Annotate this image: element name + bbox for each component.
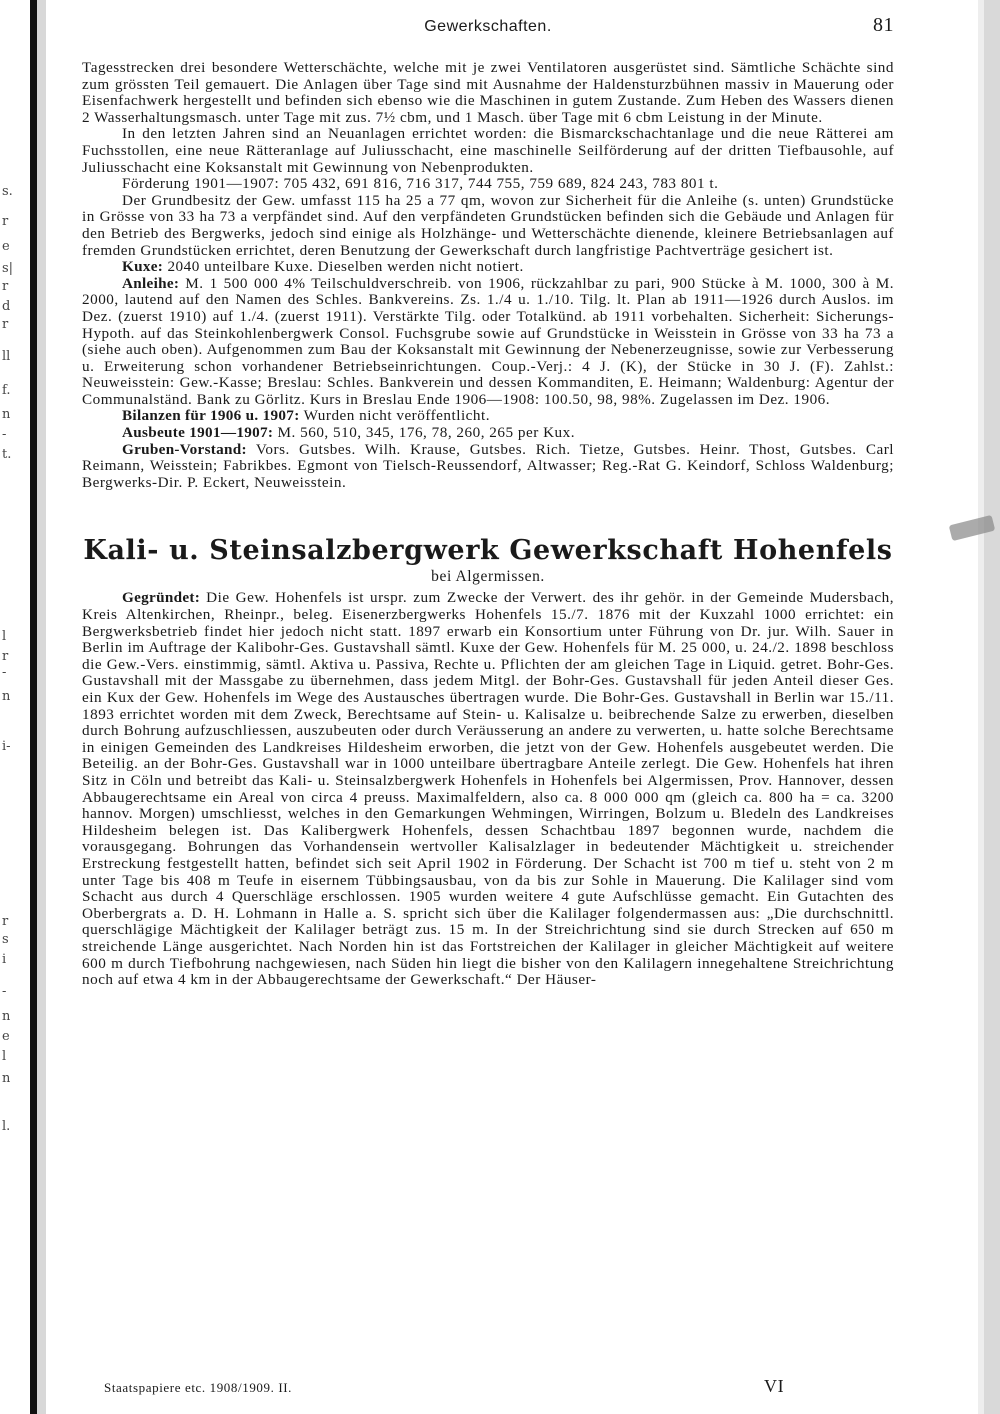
entry-ausbeute (82, 425, 894, 442)
entry-bilanzen (82, 408, 894, 425)
margin-glyph: s (2, 932, 9, 947)
entry-kuxe (82, 259, 894, 276)
margin-glyph: n (2, 1071, 11, 1086)
margin-glyph: n (2, 407, 11, 422)
entry-text: Die Gew. Hohenfels ist urspr. zum Zwecke der Verwert. des ihr gehör. in der Gemeinde Mudersbach, Kreis Altenkirchen, Rheinpr., beleg. Eisenerzbergwerks Hohenfels 15./7. 1876 mit der Kuxzahl 1000 errichtet: ein Bergwerksbetrieb findet hier jedoch nicht statt. 1897 erwarb ein Konsortium unter Führung von Dr. jur. Wilh. Sauer in Berlin im Auftrage der Kalibohr-Ges. Gustavshall sämtl. Kuxe der Gew. Hohenfels für M. 25 000, u. 24./2. 1898 beschloss die Gew.-Vers. einstimmig, sämtl. Aktiva u. Passiva, Rechte u. Pflichten der am gleichen Tage in Liquid. getret. Bohr-Ges. Gustavshall mit der Massgabe zu übernehmen, dass jedem Mitgl. der Bohr-Ges. Gustavshall für jeden Anteil dieser Ges. ein Kux der Gew. Hohenfels im Wege des Austausches übertragen wurde. Die Bohr-Ges. Gustavshall in Berlin war 15./11. 1893 errichtet worden mit dem Zweck, Berechtsame auf Stein- u. Kalisalze u. beibrechende Salze zu erwerben, dieselben durch Bohrung aufzuschliessen, auszubeuten oder durch Veräusserung an andere zu verwerten, u. hatte solche Berechtsame in einigen Gemeinden des Landkreises Hildesheim erworben, die jetzt von der Gew. Hohenfels ausgebeutet werden. Die Beteilig. an der Bohr-Ges. Gustavshall war in 1000 unteilbare übertragbare Anteile zerlegt. Die Gew. Hohenfels hat ihren Sitz in Cöln und betreibt das Kali- u. Steinsalzbergwerk Hohenfels in Hohenfels bei Algermissen, Prov. Hannover, dessen Abbaugerechtsame ein Areal von circa 4 preuss. Maximalfeldern, also ca. 8 000 000 qm (gleich ca. 800 ha = ca. 3200 hannov. Morgen) umschliesst, welches in den Gemarkungen Wehmingen, Wirringen, Bolzum u. Bledeln des Landkreises Hildesheim belegen ist. Das Kalibergwerk Hohenfels, dessen Schachtbau 1897 begonnen wurde, nachdem die vorausgegang. Bohrungen das Vorhandensein wertvoller Kalisalzlager in bedeutender Mächtigkeit u. streichender Erstreckung festgestellt hatten, befindet sich seit April 1902 in Förderung. Der Schacht ist 700 m tief u. steht von 2 m unter Tage bis 408 m Teufe in eisernem Tübbingsausbau, von da bis zur Sohle in Mauerung. Die Kalilager sind vom Schacht aus durch 4 Querschläge erschlossen. 1905 wurden weitere 4 gute Aufschlüsse gemacht. Ein Gutachten des Oberbergrats a. D. H. Lohmann in Halle a. S. spricht sich über die Kalilager folgendermassen aus: „Die durchschnittl. querschlägige Mächtigkeit der Kalilager beträgt zus. 15 m. In der Streichrichtung sind sie durch Strecken auf 650 m streichende Länge ausgerichtet. Nach Norden hin ist das Fortstreichen der Kalilager in gleicher Mächtigkeit auf weitere 600 m durch Tiefbohrung nachgewiesen, nach Süden hin liegt die bisher von den Kalilagern innegehaltene Streichrichtung noch auf etwa 4 km in der Abbaugerechtsame der Gewerkschaft.“ Der Häuser- (82, 589, 894, 989)
running-head (82, 10, 894, 42)
margin-glyph: l (2, 629, 7, 644)
paragraph: Der Grundbesitz der Gew. umfasst 115 ha 25 a 77 qm, wovon zur Sicherheit für die Anleihe (s. unten) Grundstücke in Grösse von 33 ha 73 a verpfändet sind. Auf den verpfändeten Grundstücken befinden sich die Gebäude und Anlagen für den Betrieb des Bergwerks, jedoch sind einige als Holzhänge- und Wetterschächte dienende, kleinere Betriebsanlagen auf fremden Grundstücken errichtet, deren Benutzung der Gewerkschaft durch langfristige Pachtverträge gesichert ist. (82, 191, 894, 259)
entry-gegruendet (82, 590, 894, 988)
binding-edge (0, 0, 46, 1414)
paragraph: In den letzten Jahren sind an Neuanlagen errichtet worden: die Bismarckschachtanlage und die neue Rätterei am Fuchsstollen, eine neue Rätteranlage auf Juliusschacht, eine maschinelle Seilförderung auf der dritten Tiefbausohle, auf Juliusschacht eine Koksanstalt mit Gewinnung von Nebenprodukten. (82, 125, 894, 176)
entry-label: Ausbeute 1901—1907: (122, 424, 274, 442)
margin-glyph: - (2, 665, 7, 680)
margin-glyph: r (2, 649, 9, 664)
margin-glyph: s| (2, 261, 14, 276)
margin-glyph: n (2, 1009, 11, 1024)
company-location: bei Algermissen. (431, 568, 545, 586)
entry-text: Wurden nicht veröffentlicht. (303, 407, 491, 425)
paragraph: Tagesstrecken drei besondere Wetterschächte, welche mit je zwei Ventilatoren ausgerüstet sind. Sämtliche Schächte sind zum grössten Teil gemauert. Die Anlagen über Tage sind mit Ausnahme der Haldensturzbühnen massiv in Mauerung oder Eisenfachwerk hergestellt und befinden sich ebenso wie die Maschinen in gutem Zustande. Zum Heben des Wassers dienen 2 Wasserhaltungsmasch. unter Tage mit zus. 7½ cbm, und 1 Masch. über Tage mit 6 cbm Leistung in der Minute. (82, 59, 894, 126)
margin-glyph: r (2, 914, 9, 929)
margin-glyph: d (2, 299, 11, 314)
entry-text: M. 560, 510, 345, 176, 78, 260, 265 per Kux. (277, 424, 576, 442)
margin-glyph: r (2, 317, 9, 332)
margin-glyph: r (2, 214, 9, 229)
margin-glyph: n (2, 689, 11, 704)
margin-glyph: e (2, 1029, 10, 1044)
running-title: Gewerkschaften. (424, 18, 552, 35)
entry-gruben-vorstand (82, 442, 894, 492)
entry-label: Gegründet: (122, 589, 201, 607)
document-page (82, 10, 894, 989)
margin-glyph: r (2, 279, 9, 294)
ink-smudge (949, 515, 996, 541)
page-right-edge (940, 0, 1000, 1414)
entry-anleihe (82, 276, 894, 409)
margin-glyph: i (2, 952, 7, 967)
footer-source: Staatspapiere etc. 1908/1909. II. (104, 1380, 293, 1395)
margin-glyph: l. (2, 1119, 11, 1134)
entry-label: Anleihe: (122, 274, 180, 292)
section-gewerkschaft-continuation (82, 60, 894, 491)
margin-glyph: ll (2, 349, 11, 364)
paragraph: Förderung 1901—1907: 705 432, 691 816, 716 317, 744 755, 759 689, 824 243, 783 801 t. (122, 175, 719, 193)
entry-label: Kuxe: (122, 258, 164, 276)
entry-label: Bilanzen für 1906 u. 1907: (122, 407, 300, 425)
entry-text: 2040 unteilbare Kuxe. Dieselben werden nicht notiert. (167, 258, 524, 276)
margin-glyph: f. (2, 383, 11, 398)
section-hohenfels (82, 590, 894, 988)
margin-glyph: - (2, 984, 7, 999)
entry-text: M. 1 500 000 4% Teilschuldverschreib. von 1906, rückzahlbar zu pari, 900 Stücke à M. 1000, 300 à M. 2000, lautend auf den Namen des Schles. Bankvereins. Zs. 1./4 u. 1./10. Tilg. lt. Plan ab 1911—1926 durch Auslos. im Dez. (zuerst 1910) auf 1./4. (zuerst 1911). Verstärkte Tilg. oder Totalkünd. ab 1911 vorbehalten. Sicherheit: Sicherungs-Hypoth. auf das Steinkohlenbergwerk Consol. Fuchsgrube sowie auf Grundstücke in Weisstein in Grösse von 33 ha 73 a (siehe auch oben). Aufgenommen zum Bau der Koksanstalt mit Gewinnung der Nebenerzeugnisse, sowie zur Verbesserung u. Erweiterung schon vorhandener Betriebseinrichtungen. Coup.-Verj.: 4 J. (K), der Stücke in 30 J. (F). Zahlst.: Neuweisstein: Gew.-Kasse; Breslau: Schles. Bankverein und dessen Kommanditen, E. Heimann; Waldenburg: Agentur der Communalständ. Bank zu Görlitz. Kurs in Breslau Ende 1906—1908: 100.50, 98, 98%. Zugelassen im Dez. 1906. (82, 274, 895, 408)
margin-glyph: t. (2, 447, 12, 462)
page-number: 81 (873, 14, 894, 36)
margin-glyph: e (2, 239, 10, 254)
margin-glyph: s. (2, 184, 13, 199)
margin-glyph: i- (2, 739, 11, 754)
margin-glyph: l (2, 1049, 7, 1064)
page-footer (104, 1376, 785, 1396)
entry-label: Gruben-Vorstand: (122, 440, 247, 458)
entry-text: Vors. Gutsbes. Wilh. Krause, Gutsbes. Rich. Tietze, Gutsbes. Heinr. Thost, Gutsbes. Carl Reimann, Weisstein; Fabrikbes. Egmont von Tielsch-Reussendorf, Altwasser; Reg.-Rat G. Keindorf, Schloss Waldenburg; Bergwerks-Dir. P. Eckert, Neuweisstein. (82, 440, 894, 491)
margin-glyph: - (2, 427, 7, 442)
company-heading: Kali- u. Steinsalzbergwerk Gewerkschaft Hohenfels (83, 535, 893, 567)
signature-mark: VI (764, 1376, 785, 1396)
